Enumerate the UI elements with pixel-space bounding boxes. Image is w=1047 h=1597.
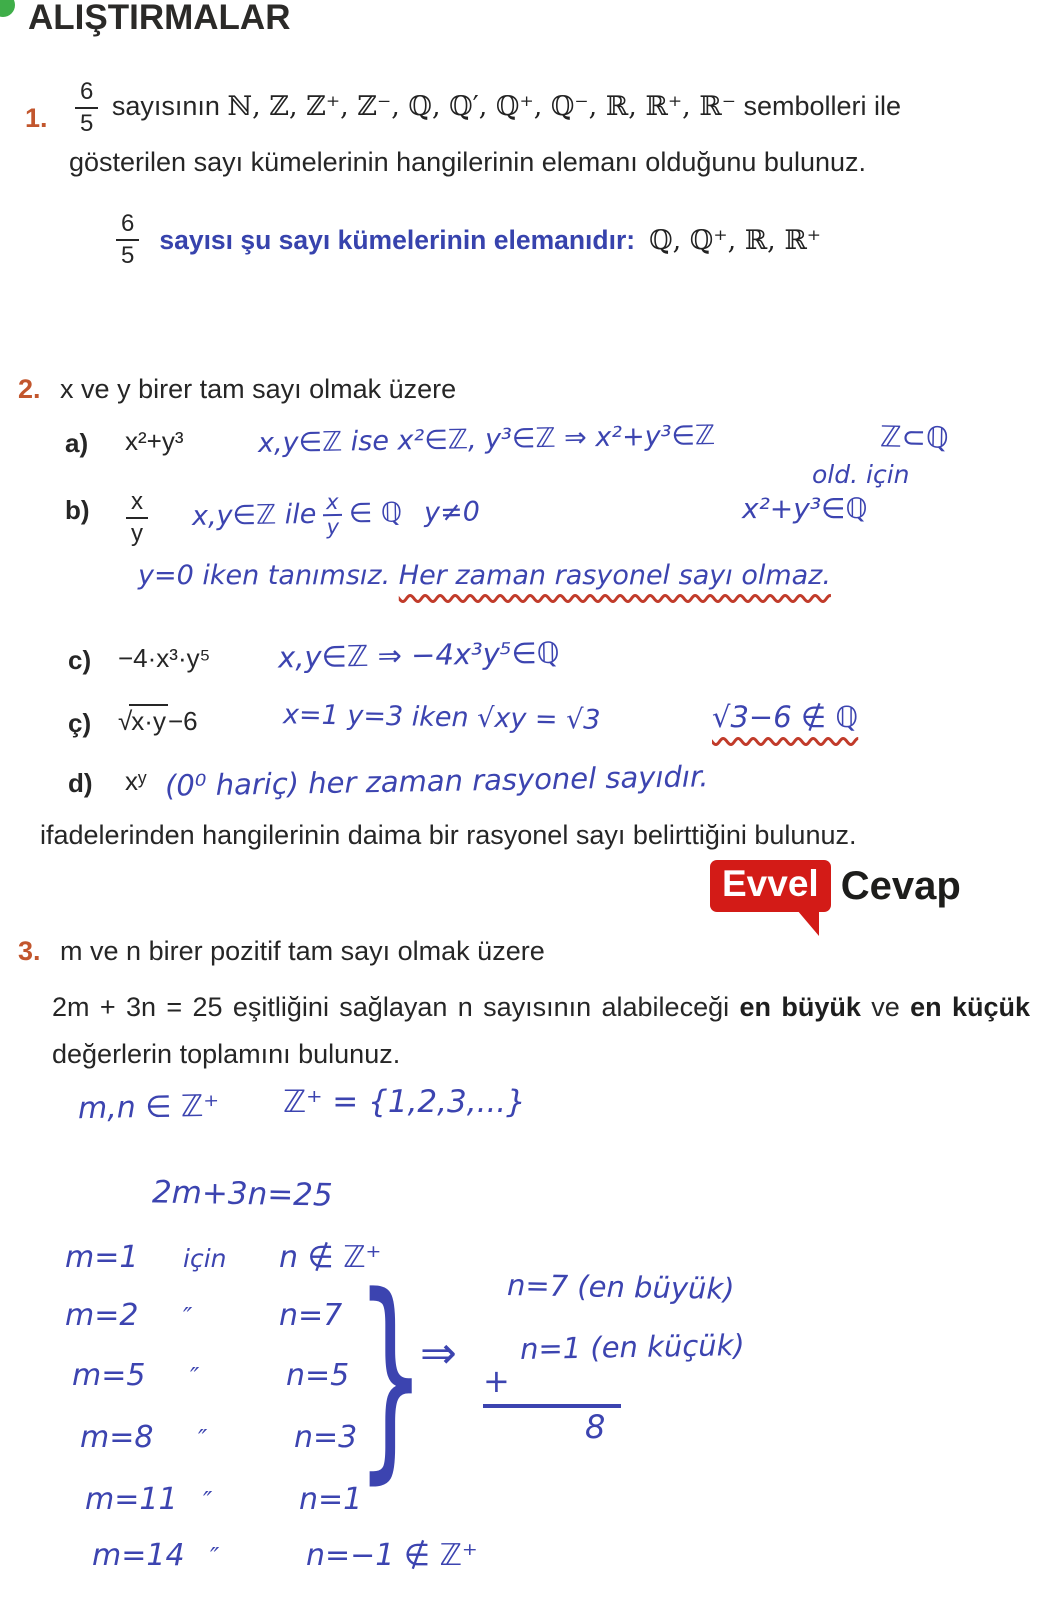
item-cc-handwriting: x=1 y=3 iken √xy = √3: [282, 699, 601, 736]
evvel-cevap-logo: [710, 860, 961, 912]
item-d-handwriting: (0⁰ hariç) her zaman rasyonel sayıdır.: [164, 759, 709, 803]
item-b-handwriting-note: y=0 iken tanımsız. Her zaman rasyonel sayı olmaz.: [138, 560, 831, 591]
sol3-max-value: n=7 (en büyük): [506, 1268, 735, 1306]
corner-decoration: [0, 0, 15, 17]
problem-1-text-before: sayısının: [111, 91, 220, 122]
sol3-sum-result: 8: [585, 1408, 606, 1446]
speech-bubble-tail-icon: [797, 910, 819, 936]
sol3-row-m11: m=11 ″ n=1: [85, 1482, 363, 1517]
handwritten-fraction-x-y: $\frac{x}{y}$: [323, 492, 342, 538]
bold-en-buyuk: en büyük: [739, 992, 861, 1022]
problem-1-number: 1.: [25, 103, 48, 133]
item-b-label: b): [65, 495, 90, 525]
sol3-row-m14: m=14 ″ n=−1 ∉ ℤ⁺: [92, 1538, 478, 1573]
item-b-expression-fraction: x y: [126, 490, 148, 546]
item-c-handwriting: x,y∈ℤ ⇒ −4x³y⁵∈ℚ: [277, 635, 560, 675]
bold-en-kucuk: en küçük: [910, 992, 1030, 1022]
item-a-handwriting: x,y∈ℤ ise x²∈ℤ, y³∈ℤ ⇒ x²+y³∈ℤ: [257, 420, 716, 459]
implies-arrow-icon: ⇒: [420, 1328, 457, 1379]
item-c-expression: −4·x³·y⁵: [118, 643, 211, 673]
problem-1: [25, 80, 1034, 188]
problem-3-body: 2m + 3n = 25 eşitliğini sağlayan n sayısının alabileceği en büyük ve en küçük değerlerin toplamını bulunuz.: [52, 992, 1030, 1069]
item-a-handwriting-subset: ℤ⊂ℚ: [879, 419, 950, 455]
problem-2: [18, 374, 456, 405]
problem-1-answer: [110, 212, 821, 268]
item-a-handwriting-note: old. için: [812, 460, 910, 489]
item-cc-handwriting-red-underlined: √3−6 ∉ ℚ: [712, 700, 859, 734]
item-cc-label: ç): [68, 708, 92, 738]
radical-sign: √: [118, 706, 133, 736]
item-a-label: a): [65, 428, 89, 458]
problem-1-text-after-2: gösterilen sayı kümelerinin hangilerinin elemanı olduğunu bulunuz.: [69, 147, 867, 177]
sol3-row-m2: m=2 ″ n=7: [65, 1298, 343, 1333]
sol3-equation: 2m+3n=25: [151, 1174, 333, 1214]
item-b-handwriting-right: x²+y³∈ℚ: [742, 492, 868, 525]
problem-1-text-after-1: sembolleri ile: [743, 91, 902, 122]
problem-3-number: 3.: [18, 936, 41, 966]
logo-cevap-text: Cevap: [840, 863, 961, 908]
logo-evvel-badge: Evvel: [710, 860, 831, 912]
sol3-row-m5: m=5 ″ n=5: [72, 1358, 350, 1393]
sol3-row-m1: m=1 için n ∉ ℤ⁺: [65, 1240, 382, 1275]
sol3-set-definition: ℤ⁺ = {1,2,3,...}: [283, 1084, 526, 1120]
fraction-6-5: $\frac{6}{5}$: [75, 80, 98, 136]
item-cc-expression: √x·y−6: [118, 706, 198, 736]
problem-3-intro: m ve n birer pozitif tam sayı olmak üzere: [60, 936, 545, 966]
grouping-brace: }: [356, 1250, 426, 1503]
sol3-membership: m,n ∈ ℤ⁺: [77, 1088, 220, 1127]
sol3-row-m8: m=8 ″ n=3: [80, 1420, 358, 1455]
number-set-symbols: ℕ, ℤ, ℤ⁺, ℤ⁻, ℚ, ℚ′, ℚ⁺, ℚ⁻, ℝ, ℝ⁺, ℝ⁻: [227, 91, 736, 123]
problem-2-outro: ifadelerinden hangilerinin daima bir rasyonel sayı belirttiğini bulunuz.: [40, 820, 857, 850]
red-underlined-phrase: Her zaman rasyonel sayı olmaz.: [398, 560, 831, 591]
fraction-6-5: 6 5: [116, 212, 139, 268]
item-d-label: d): [68, 768, 93, 798]
answer-label: sayısı şu sayı kümelerinin elemanıdır:: [159, 224, 636, 255]
item-b-handwriting: x,y∈ℤ ile $\frac{x}{y}$ ∈ ℚ y≠0: [191, 489, 481, 540]
item-c-label: c): [68, 645, 92, 675]
answer-sets: ℚ, ℚ⁺, ℝ, ℝ⁺: [649, 224, 822, 256]
item-a-expression: x²+y³: [125, 426, 184, 456]
problem-2-number: 2.: [18, 374, 41, 404]
sol3-addition-line: +: [483, 1362, 621, 1408]
problem-2-intro: x ve y birer tam sayı olmak üzere: [60, 374, 457, 404]
problem-3: [18, 936, 545, 967]
sol3-min-value: n=1 (en küçük): [519, 1328, 745, 1366]
page-title: ALIŞTIRMALAR: [28, 0, 291, 37]
item-d-expression: xʸ: [125, 766, 147, 796]
